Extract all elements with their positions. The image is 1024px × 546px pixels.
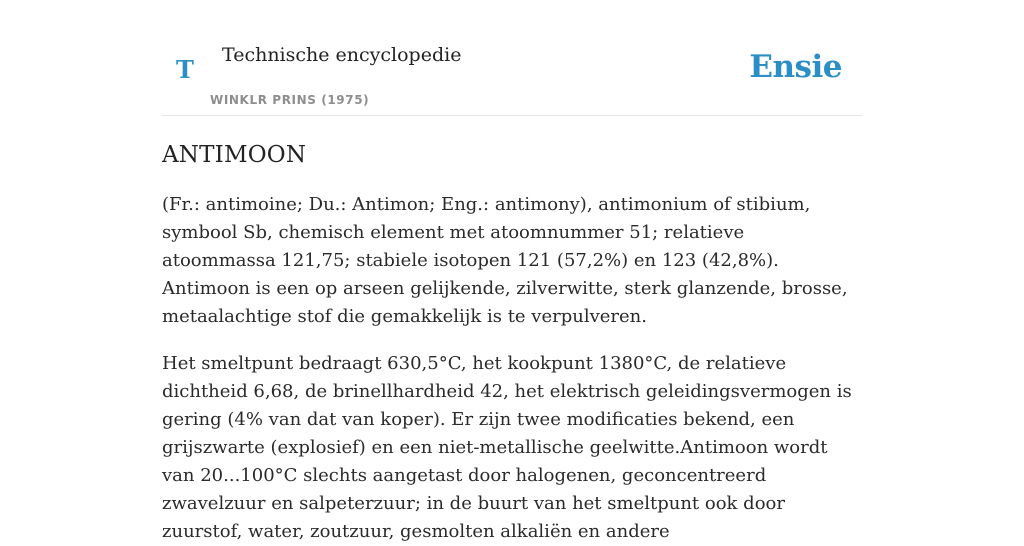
book-title[interactable]: Technische encyclopedie — [222, 44, 462, 66]
entry-paragraph: (Fr.: antimoine; Du.: Antimon; Eng.: antimony), antimonium of stibium, symbool Sb, chemisch element met atoomnummer 51; relatieve atoommassa 121,75; stabiele isotopen 121 (57,2%) en 123 (42,8%). Antimoon is een op arseen gelijkende, zilverwitte, sterk glanzende, brosse, metaalachtige stof die gemakkelijk is te verpulveren. — [162, 194, 848, 327]
ensie-logo[interactable]: Ensie — [749, 49, 842, 85]
entry-paragraph: Het smeltpunt bedraagt 630,5°C, het kookpunt 1380°C, de relatieve dichtheid 6,68, de brinellhardheid 42, het elektrisch geleidingsvermogen is gering (4% van dat van koper). Er zijn twee modificaties bekend, een grijszwarte (explosief) en een niet-metallische geelwitte.Antimoon wordt van 20...100°C slechts aangetast door halogenen, geconcentreerd zwavelzuur en salpeterzuur; in de buurt van het smeltpunt ook door zuurstof, water, zoutzuur, gesmolten alkaliën en andere — [162, 353, 852, 542]
book-logo[interactable]: T — [176, 55, 194, 84]
page — [162, 0, 862, 542]
entry-body — [162, 191, 862, 546]
book-header — [162, 0, 862, 116]
book-source: WINKLR PRINS (1975) — [210, 93, 370, 107]
entry-title: ANTIMOON — [162, 142, 307, 168]
